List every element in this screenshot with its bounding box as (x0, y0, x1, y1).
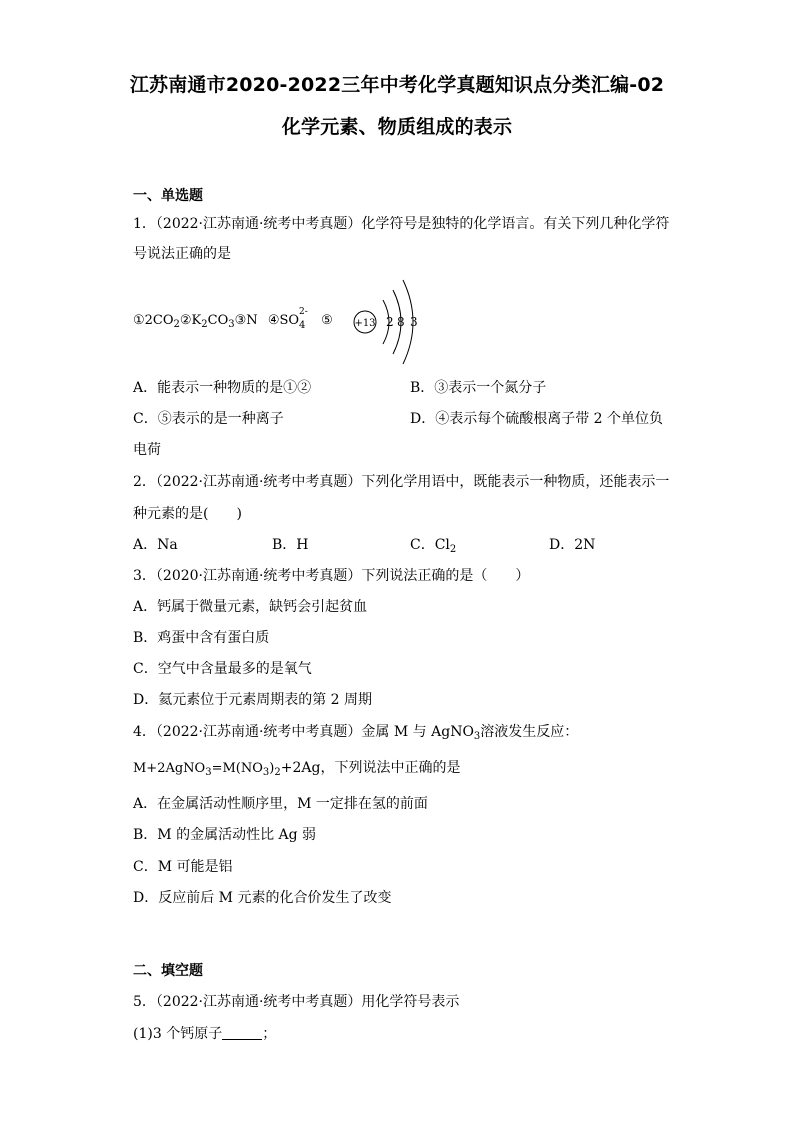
formula-2: $②K_2CO_3$ (179, 313, 235, 330)
q4-reaction-equation: $M+2AgNO_3=M(NO_3)_2+2Ag$，下列说法中正确的是 (133, 760, 461, 778)
q3-option-a[interactable]: A．钙属于微量元素，缺钙会引起贫血 (133, 599, 368, 615)
q1-option-d[interactable]: D．④表示每个硫酸根离子带 2 个单位负 (410, 411, 664, 427)
formula-3: ③N (234, 313, 258, 328)
q4-option-c[interactable]: C．M 可能是铝 (133, 859, 233, 875)
q1-option-a[interactable]: A．能表示一种物质的是①② (133, 380, 312, 396)
shell1-count: 2 (386, 315, 394, 329)
q5-part1: (1)3 个钙原子 ； (133, 1026, 277, 1042)
q4-option-a[interactable]: A．在金属活动性顺序里，M 一定排在氢的前面 (133, 796, 428, 812)
shell2-count: 8 (397, 315, 405, 329)
formula-4: ④SO 2- 4 (267, 307, 308, 331)
q3-option-d[interactable]: D．氦元素位于元素周期表的第 2 周期 (133, 692, 373, 708)
q1-formula-figure (133, 272, 433, 372)
q5-answer-blank[interactable] (222, 1025, 262, 1040)
q1-option-b[interactable]: B．③表示一个氮分子 (410, 380, 547, 396)
q3-option-b[interactable]: B．鸡蛋中含有蛋白质 (133, 630, 270, 646)
q1-formula-list (133, 307, 333, 335)
q1-option-d-continued: 电荷 (133, 442, 161, 458)
q4-stem-line1: 4．（2022·江苏南通·统考中考真题）金属 M 与 AgNO$_3$溶液发生反应： (133, 724, 579, 742)
q2-option-c[interactable]: C．$Cl_2$ (410, 537, 457, 555)
atom-structure-diagram (353, 272, 433, 372)
document-title-line1: 江苏南通市2020-2022三年中考化学真题知识点分类汇编-02 (129, 74, 665, 96)
q2-stem-line2: 种元素的是( ) (133, 506, 242, 522)
shell3-count: 3 (410, 315, 418, 329)
q1-stem-line1: 1．（2022·江苏南通·统考中考真题）化学符号是独特的化学语言。有关下列几种化学符 (133, 216, 670, 232)
q4-option-d[interactable]: D．反应前后 M 元素的化合价发生了改变 (133, 890, 392, 906)
document-title-line2: 化学元素、物质组成的表示 (281, 116, 513, 138)
section-heading-fill-blank: 二、填空题 (133, 963, 203, 979)
q2-option-a[interactable]: A．Na (133, 537, 178, 553)
q1-option-c[interactable]: C．⑤表示的是一种离子 (133, 411, 284, 427)
section-heading-single-choice: 一、单选题 (133, 188, 203, 204)
formula-5-label: ⑤ (321, 313, 333, 328)
q2-stem-line1: 2．（2022·江苏南通·统考中考真题）下列化学用语中，既能表示一种物质，还能表示一 (133, 474, 670, 490)
nucleus-charge: +13 (354, 318, 376, 329)
q3-option-c[interactable]: C．空气中含量最多的是氧气 (133, 661, 312, 677)
q2-option-b[interactable]: B．H (272, 537, 309, 553)
q3-stem: 3．（2020·江苏南通·统考中考真题）下列说法正确的是（ ） (133, 568, 530, 584)
q2-option-d[interactable]: D．2N (549, 537, 596, 553)
q4-option-b[interactable]: B．M 的金属活动性比 Ag 弱 (133, 827, 317, 843)
formula-1: $①2CO_2$ (133, 313, 180, 330)
q5-stem: 5．（2022·江苏南通·统考中考真题）用化学符号表示 (133, 994, 460, 1010)
q1-stem-line2: 号说法正确的是 (133, 246, 231, 262)
